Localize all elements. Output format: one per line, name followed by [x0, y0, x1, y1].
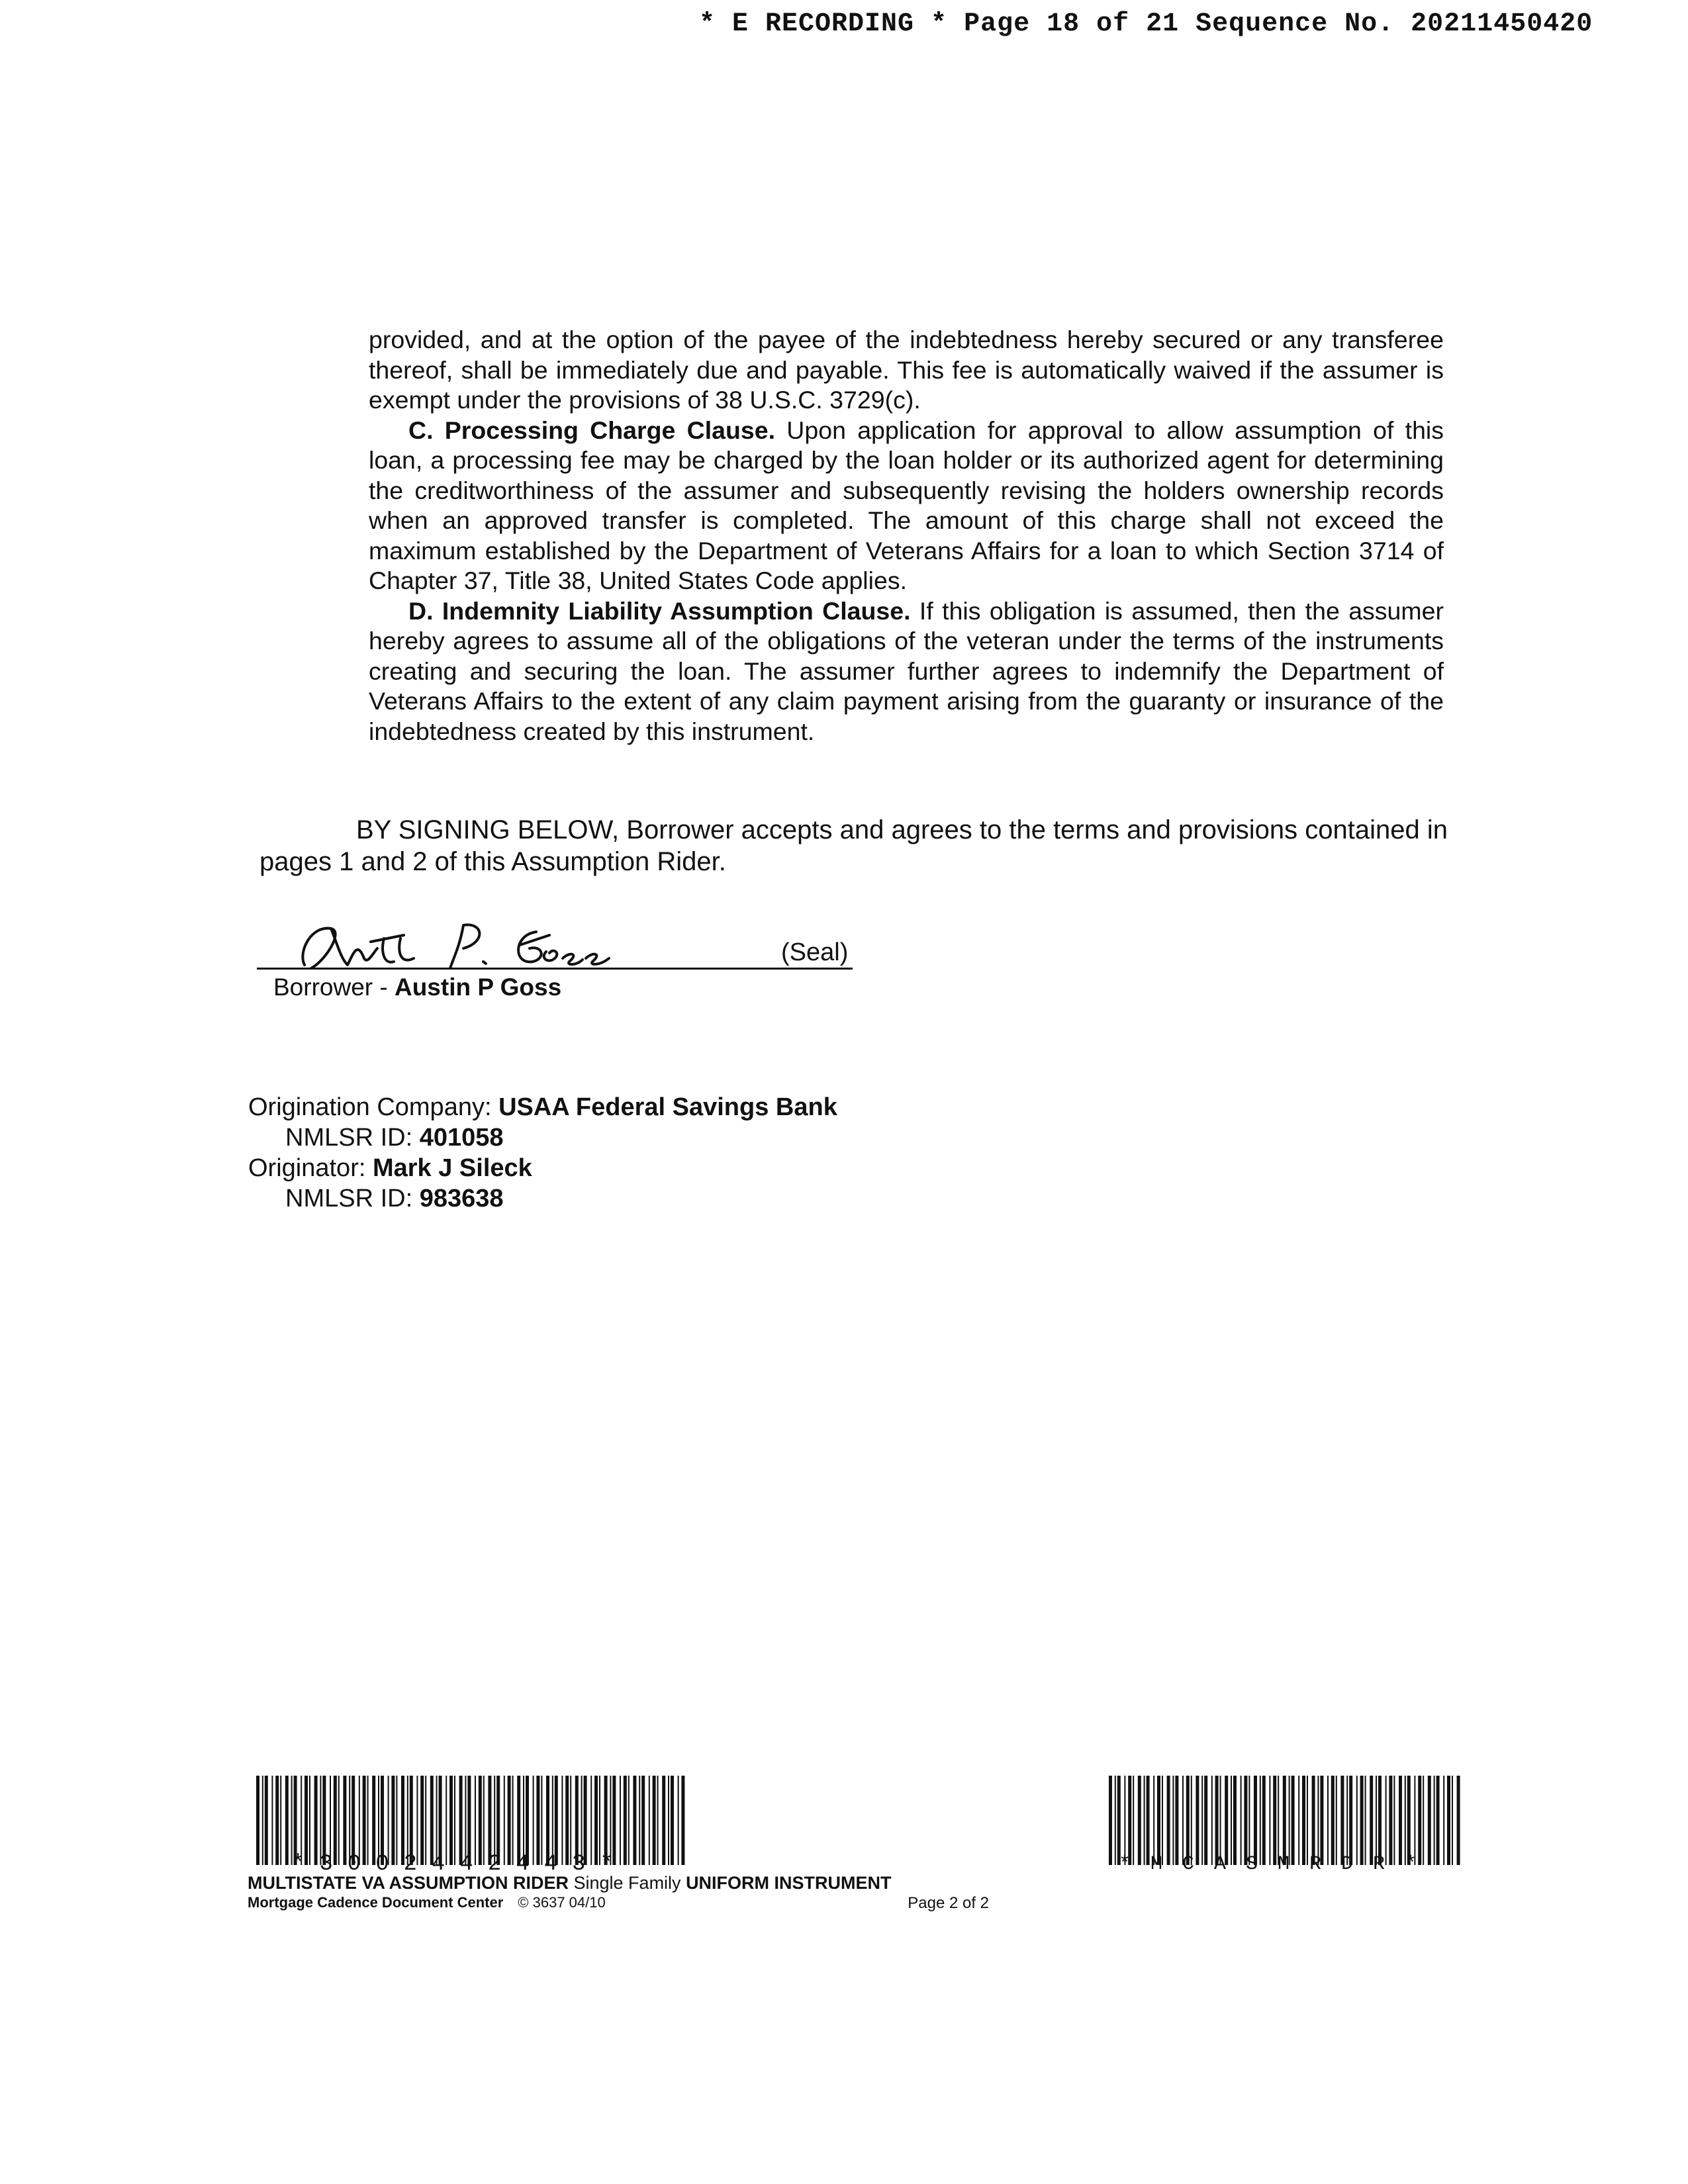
origination-company [248, 1092, 837, 1122]
barcode-right [1109, 1776, 1463, 1865]
clause-c-heading: C. Processing Charge Clause. [408, 416, 776, 444]
originator-nmlsr-id: 983638 [419, 1185, 504, 1212]
borrower-name: Austin P Goss [394, 974, 562, 1001]
company-nmlsr-label: NMLSR ID: [285, 1124, 420, 1152]
origination-block [248, 1092, 837, 1214]
borrower-prefix: Borrower - [273, 974, 395, 1001]
originator-label: Originator: [248, 1154, 373, 1182]
signature-line [257, 968, 853, 970]
clause-d [369, 596, 1444, 747]
form-title [248, 1873, 892, 1893]
company-label: Origination Company: [248, 1093, 499, 1121]
seal-label: (Seal) [781, 938, 849, 966]
clause-c [369, 416, 1444, 596]
page-number: Page 2 of 2 [908, 1894, 989, 1912]
barcode-right-caption: *MCASMRDR* [1119, 1853, 1437, 1876]
borrower-label [273, 974, 561, 1001]
form-title-part2: Single Family [573, 1873, 686, 1893]
company-name: USAA Federal Savings Bank [498, 1093, 837, 1121]
continuation-paragraph: provided, and at the option of the payee of the indebtedness hereby secured or any transferee thereof, shall be immediately due and payable. This fee is automatically waived if the assumer is exempt under the provisions of 38 U.S.C. 3729(c). [369, 326, 1444, 414]
originator-name: Mark J Sileck [372, 1154, 532, 1182]
form-footer [248, 1894, 989, 1911]
clause-d-heading: D. Indemnity Liability Assumption Clause. [408, 596, 911, 625]
form-title-part1: MULTISTATE VA ASSUMPTION RIDER [248, 1873, 574, 1893]
signing-statement [259, 814, 1504, 878]
company-nmlsr [248, 1122, 837, 1153]
recording-header: * E RECORDING * Page 18 of 21 Sequence No. 20211450420 [699, 9, 1593, 39]
clause-d-text: If this obligation is assumed, then the assumer hereby agrees to assume all of the obligations of the veteran under the terms of the instruments creating and securing the loan. The assumer further agrees to indemnify the Department of Veterans Affairs to the extent of any claim payment arising from the guaranty or insurance of the indebtedness created by this instrument. [369, 596, 1444, 745]
originator [248, 1153, 837, 1183]
form-code: © 3637 04/10 [518, 1894, 606, 1911]
doc-center-label: Mortgage Cadence Document Center [248, 1894, 504, 1911]
company-nmlsr-id: 401058 [419, 1124, 504, 1152]
rider-body [369, 325, 1444, 747]
signing-statement-line1: BY SIGNING BELOW, Borrower accepts and agrees to the terms and provisions contained in [356, 815, 1448, 844]
originator-nmlsr [248, 1183, 837, 1214]
signing-statement-line2: pages 1 and 2 of this Assumption Rider. [259, 847, 726, 876]
clause-c-text: Upon application for approval to allow assumption of this loan, a processing fee may be charged by the loan holder or its authorized agent for determining the creditworthiness of the assumer and subsequently revising the holders ownership records when an approved transfer is completed. The amount of this charge shall not exceed the maximum established by the Department of Veterans Affairs for a loan to which Section 3714 of Chapter 37, Title 38, United States Code applies. [369, 416, 1444, 594]
originator-nmlsr-label: NMLSR ID: [285, 1185, 420, 1212]
form-title-part3: UNIFORM INSTRUMENT [686, 1873, 892, 1893]
barcode-left-caption: *3002442443* [291, 1852, 628, 1877]
